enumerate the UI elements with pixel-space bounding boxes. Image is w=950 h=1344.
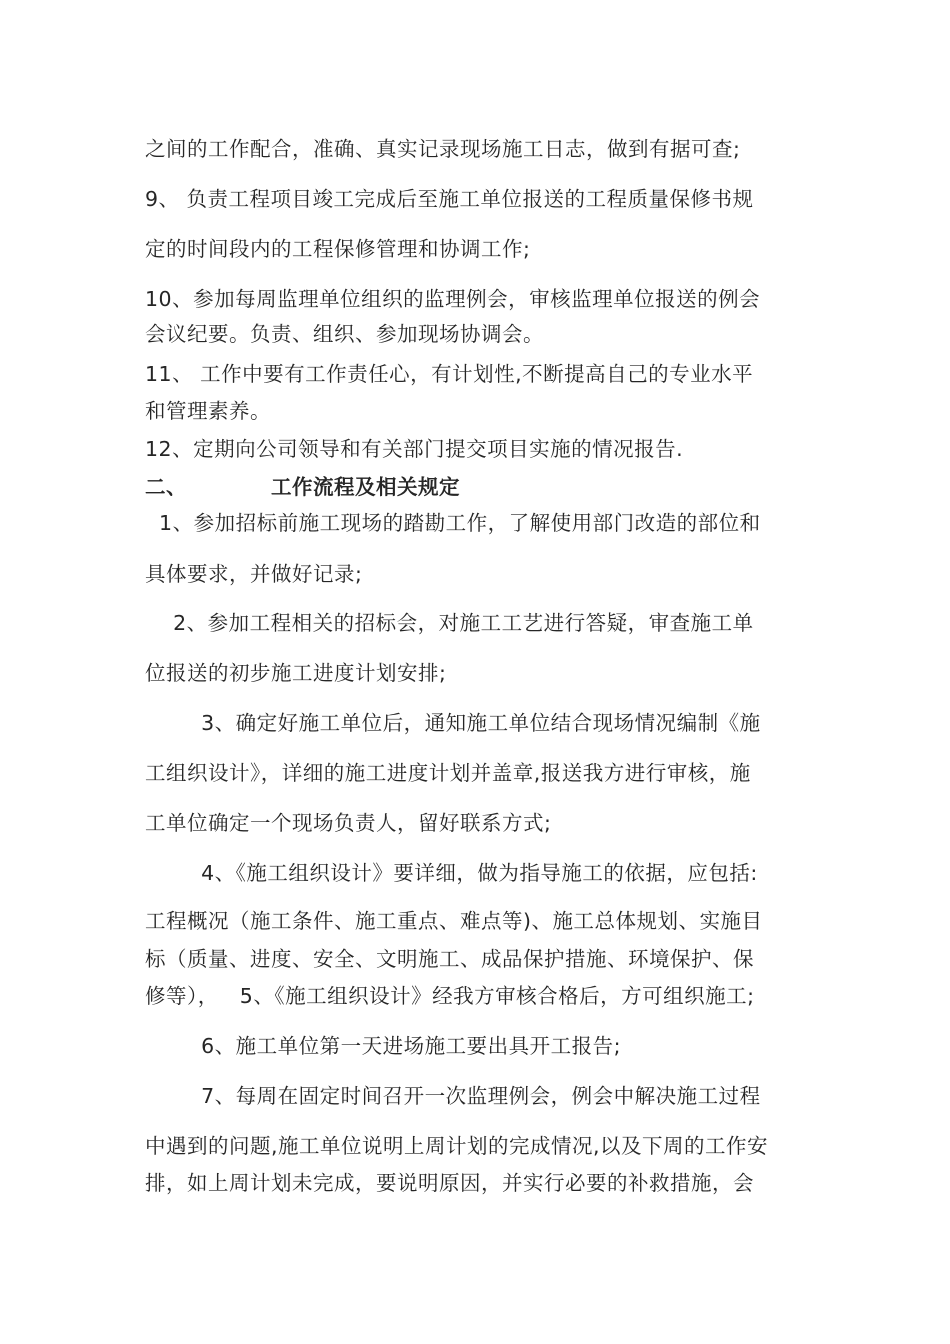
text-line: 11、 工作中要有工作责任心，有计划性,不断提高自己的专业水平 bbox=[145, 362, 754, 386]
text-line: 修等）， 5、《施工组织设计》经我方审核合格后，方可组织施工; bbox=[145, 984, 755, 1008]
text-line: 之间的工作配合，准确、真实记录现场施工日志，做到有据可查; bbox=[145, 137, 741, 161]
section-number: 二、 bbox=[145, 475, 187, 499]
text-line: 排，如上周计划未完成，要说明原因，并实行必要的补救措施，会 bbox=[145, 1171, 754, 1195]
text-line: 工组织设计》，详细的施工进度计划并盖章,报送我方进行审核，施 bbox=[145, 761, 751, 785]
text-line: 位报送的初步施工进度计划安排; bbox=[145, 661, 447, 685]
text-line: 12、定期向公司领导和有关部门提交项目实施的情况报告. bbox=[145, 437, 684, 461]
text-line: 1、参加招标前施工现场的踏勘工作，了解使用部门改造的部位和 bbox=[145, 511, 761, 535]
text-line: 10、参加每周监理单位组织的监理例会，审核监理单位报送的例会 bbox=[145, 287, 761, 311]
text-line: 具体要求，并做好记录; bbox=[145, 562, 363, 586]
text-line: 标（质量、进度、安全、文明施工、成品保护措施、环境保护、保 bbox=[145, 947, 754, 971]
text-line: 工单位确定一个现场负责人，留好联系方式; bbox=[145, 811, 552, 835]
text-line: 7、每周在固定时间召开一次监理例会，例会中解决施工过程 bbox=[145, 1084, 761, 1108]
text-line: 6、施工单位第一天进场施工要出具开工报告; bbox=[145, 1034, 622, 1058]
text-line: 4、《施工组织设计》要详细，做为指导施工的依据，应包括: bbox=[145, 861, 758, 885]
section-heading bbox=[145, 474, 460, 500]
section-title: 工作流程及相关规定 bbox=[271, 475, 460, 499]
text-line: 9、 负责工程项目竣工完成后至施工单位报送的工程质量保修书规 bbox=[145, 187, 754, 211]
text-line: 定的时间段内的工程保修管理和协调工作; bbox=[145, 237, 531, 261]
text-line: 工程概况（施工条件、施工重点、难点等)、施工总体规划、实施目 bbox=[145, 909, 763, 933]
text-line: 2、参加工程相关的招标会，对施工工艺进行答疑，审查施工单 bbox=[145, 611, 754, 635]
text-line: 3、确定好施工单位后，通知施工单位结合现场情况编制《施 bbox=[145, 711, 761, 735]
text-line: 和管理素养。 bbox=[145, 399, 271, 423]
text-line: 中遇到的问题,施工单位说明上周计划的完成情况,以及下周的工作安 bbox=[145, 1134, 769, 1158]
text-line: 会议纪要。负责、组织、参加现场协调会。 bbox=[145, 322, 544, 346]
